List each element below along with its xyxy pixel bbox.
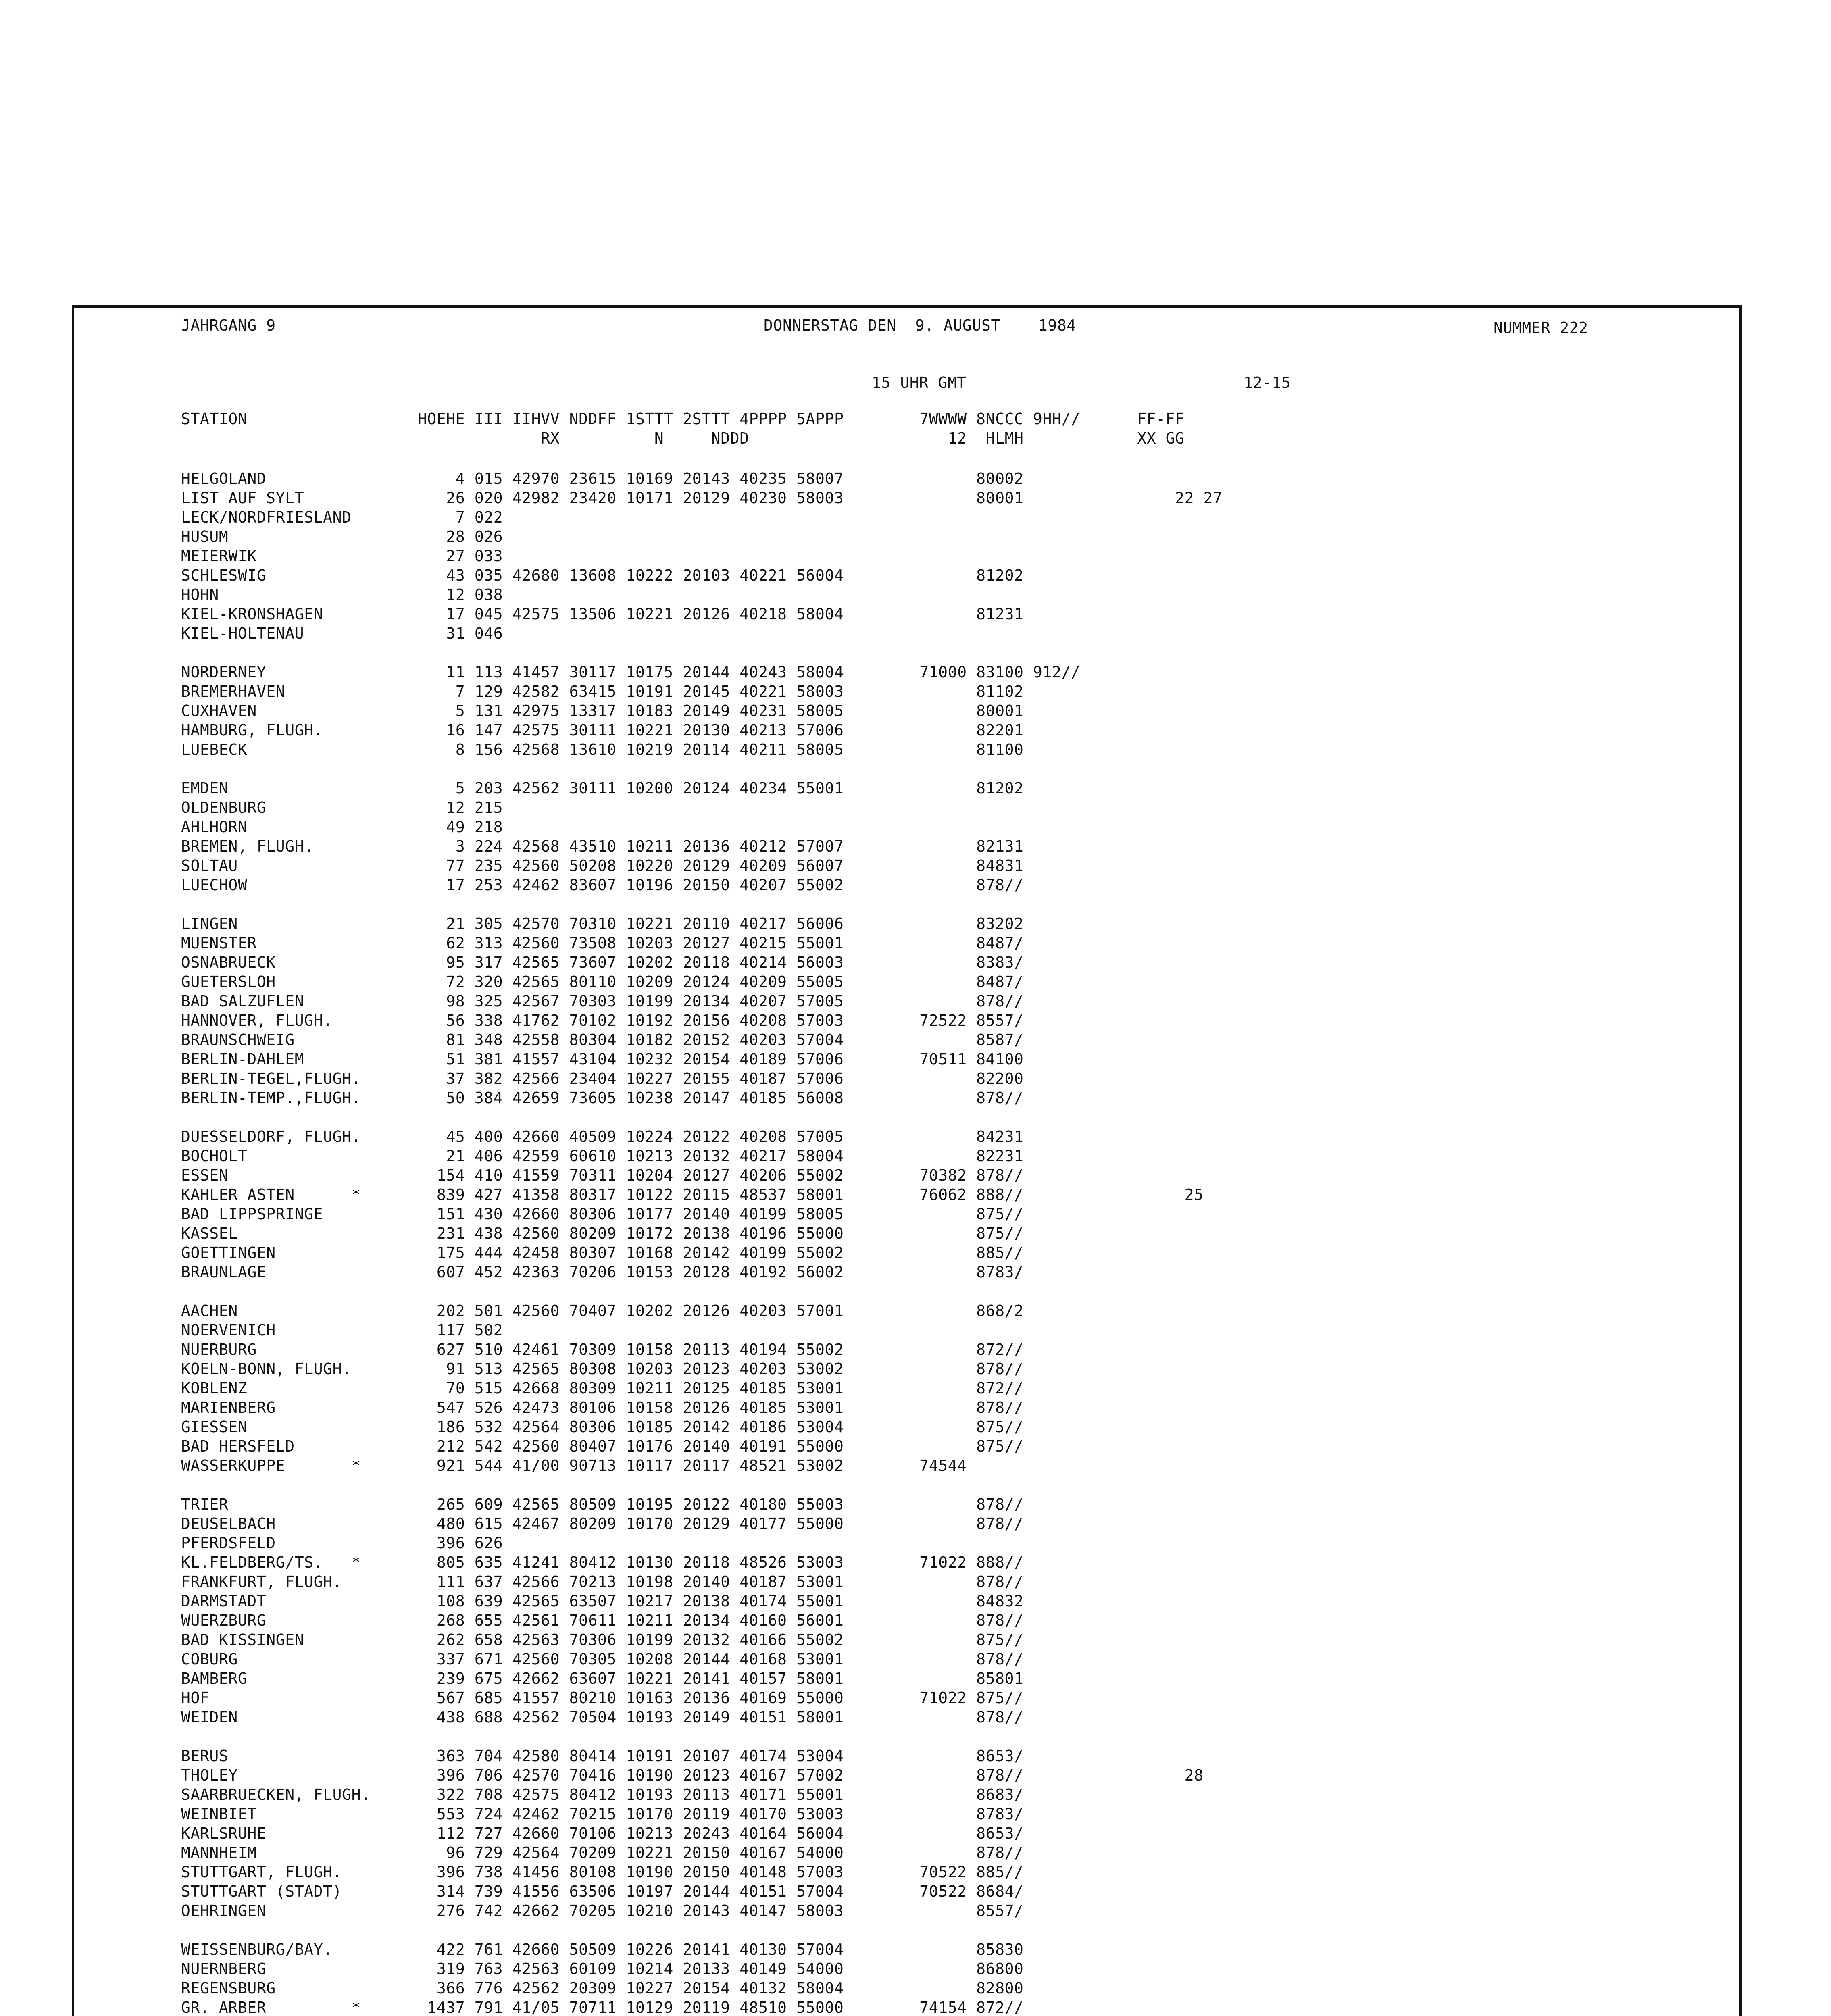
table-row: GR. ARBER * 1437 791 41/05 70711 10129 20119 48510 55000 74154 872// <box>181 1999 1024 2016</box>
table-row: KOELN-BONN, FLUGH. 91 513 42565 80308 10203 20123 40203 53002 878// <box>181 1360 1024 1378</box>
table-row: BERUS 363 704 42580 80414 10191 20107 40174 53004 8653/ <box>181 1747 1024 1765</box>
column-header-line-1: STATION HOEHE III IIHVV NDDFF 1STTT 2STTT 4PPPP 5APPP 7WWWW 8NCCC 9HH// FF-FF <box>181 410 1185 428</box>
table-row: WASSERKUPPE * 921 544 41/00 90713 10117 20117 48521 53002 74544 <box>181 1457 967 1475</box>
table-row: BERLIN-TEMP.,FLUGH. 50 384 42659 73605 10238 20147 40185 56008 878// <box>181 1089 1024 1107</box>
table-row: DUESSELDORF, FLUGH. 45 400 42660 40509 10224 20122 40208 57005 84231 <box>181 1128 1024 1145</box>
table-row: REGENSBURG 366 776 42562 20309 10227 20154 40132 58004 82800 <box>181 1979 1024 1997</box>
table-row: BRAUNSCHWEIG 81 348 42558 80304 10182 20152 40203 57004 8587/ <box>181 1031 1024 1049</box>
group-spacer <box>181 759 1223 779</box>
table-row: WEISSENBURG/BAY. 422 761 42660 50509 10226 20141 40130 57004 85830 <box>181 1941 1024 1958</box>
time-range: 12-15 <box>1244 374 1291 392</box>
group-spacer <box>181 895 1223 914</box>
issue-number: NUMMER 222 <box>1494 319 1588 337</box>
table-row: LECK/NORDFRIESLAND 7 022 <box>181 508 503 526</box>
report-date: DONNERSTAG DEN 9. AUGUST 1984 <box>764 317 1076 334</box>
table-row: KL.FELDBERG/TS. * 805 635 41241 80412 10130 20118 48526 53003 71022 888// <box>181 1554 1024 1571</box>
table-row: MANNHEIM 96 729 42564 70209 10221 20150 40167 54000 878// <box>181 1844 1024 1862</box>
table-row: KASSEL 231 438 42560 80209 10172 20138 40196 55000 875// <box>181 1225 1024 1242</box>
table-row: BOCHOLT 21 406 42559 60610 10213 20132 40217 58004 82231 <box>181 1147 1024 1165</box>
table-row: HUSUM 28 026 <box>181 528 503 546</box>
table-row: HANNOVER, FLUGH. 56 338 41762 70102 10192 20156 40208 57003 72522 8557/ <box>181 1012 1024 1029</box>
table-row: HOF 567 685 41557 80210 10163 20136 40169 55000 71022 875// <box>181 1689 1024 1707</box>
column-header-line-2: RX N NDDD 12 HLMH XX GG <box>181 429 1185 447</box>
table-row: MUENSTER 62 313 42560 73508 10203 20127 40215 55001 8487/ <box>181 934 1024 952</box>
table-row: DEUSELBACH 480 615 42467 80209 10170 20129 40177 55000 878// <box>181 1515 1024 1533</box>
table-row: TRIER 265 609 42565 80509 10195 20122 40180 55003 878// <box>181 1495 1024 1513</box>
table-row: SAARBRUECKEN, FLUGH. 322 708 42575 80412 10193 20113 40171 55001 8683/ <box>181 1786 1024 1804</box>
table-row: FRANKFURT, FLUGH. 111 637 42566 70213 10198 20140 40187 53001 878// <box>181 1573 1024 1591</box>
group-spacer <box>181 1920 1223 1940</box>
table-row: CUXHAVEN 5 131 42975 13317 10183 20149 40231 58005 80001 <box>181 702 1024 720</box>
table-row: KIEL-HOLTENAU 31 046 <box>181 625 503 642</box>
table-row: KAHLER ASTEN * 839 427 41358 80317 10122 20115 48537 58001 76062 888// 25 <box>181 1186 1204 1204</box>
table-row: PFERDSFELD 396 626 <box>181 1534 503 1552</box>
table-row: LIST AUF SYLT 26 020 42982 23420 10171 20129 40230 58003 80001 22 27 <box>181 489 1223 507</box>
table-row: ESSEN 154 410 41559 70311 10204 20127 40206 55002 70382 878// <box>181 1166 1024 1184</box>
table-row: BREMEN, FLUGH. 3 224 42568 43510 10211 20136 40212 57007 82131 <box>181 837 1024 855</box>
station-table <box>181 469 1223 2016</box>
observation-time: 15 UHR GMT <box>872 374 967 392</box>
table-row: SOLTAU 77 235 42560 50208 10220 20129 40209 56007 84831 <box>181 857 1024 875</box>
table-row: BAD KISSINGEN 262 658 42563 70306 10199 20132 40166 55002 875// <box>181 1631 1024 1649</box>
table-row: BERLIN-DAHLEM 51 381 41557 43104 10232 20154 40189 57006 70511 84100 <box>181 1050 1024 1068</box>
table-row: THOLEY 396 706 42570 70416 10190 20123 40167 57002 878// 28 <box>181 1766 1204 1784</box>
table-row: NORDERNEY 11 113 41457 30117 10175 20144 40243 58004 71000 83100 912// <box>181 663 1081 681</box>
table-row: NUERBURG 627 510 42461 70309 10158 20113 40194 55002 872// <box>181 1341 1024 1358</box>
table-row: OSNABRUECK 95 317 42565 73607 10202 20118 40214 56003 8383/ <box>181 954 1024 971</box>
table-row: NOERVENICH 117 502 <box>181 1321 503 1339</box>
table-row: DARMSTADT 108 639 42565 63507 10217 20138 40174 55001 84832 <box>181 1592 1024 1610</box>
table-row: SCHLESWIG 43 035 42680 13608 10222 20103 40221 56004 81202 <box>181 566 1024 584</box>
table-row: LINGEN 21 305 42570 70310 10221 20110 40217 56006 83202 <box>181 915 1024 933</box>
table-row: LUECHOW 17 253 42462 83607 10196 20150 40207 55002 878// <box>181 876 1024 894</box>
table-row: HELGOLAND 4 015 42970 23615 10169 20143 40235 58007 80002 <box>181 470 1024 487</box>
table-row: BAD SALZUFLEN 98 325 42567 70303 10199 20134 40207 57005 878// <box>181 992 1024 1010</box>
table-row: KOBLENZ 70 515 42668 80309 10211 20125 40185 53001 872// <box>181 1379 1024 1397</box>
table-row: HAMBURG, FLUGH. 16 147 42575 30111 10221 20130 40213 57006 82201 <box>181 721 1024 739</box>
table-row: OLDENBURG 12 215 <box>181 799 503 816</box>
table-row: LUEBECK 8 156 42568 13610 10219 20114 40211 58005 81100 <box>181 741 1024 758</box>
table-row: BERLIN-TEGEL,FLUGH. 37 382 42566 23404 10227 20155 40187 57006 82200 <box>181 1070 1024 1087</box>
table-row: BREMERHAVEN 7 129 42582 63415 10191 20145 40221 58003 81102 <box>181 683 1024 700</box>
weather-report-sheet <box>72 305 1742 2016</box>
table-row: GOETTINGEN 175 444 42458 80307 10168 20142 40199 55002 885// <box>181 1244 1024 1262</box>
table-row: AACHEN 202 501 42560 70407 10202 20126 40203 57001 868/2 <box>181 1302 1024 1320</box>
table-row: WUERZBURG 268 655 42561 70611 10211 20134 40160 56001 878// <box>181 1612 1024 1629</box>
table-row: COBURG 337 671 42560 70305 10208 20144 40168 53001 878// <box>181 1650 1024 1668</box>
group-spacer <box>181 643 1223 662</box>
table-row: KARLSRUHE 112 727 42660 70106 10213 20243 40164 56004 8653/ <box>181 1824 1024 1842</box>
table-row: EMDEN 5 203 42562 30111 10200 20124 40234 55001 81202 <box>181 779 1024 797</box>
table-row: HOHN 12 038 <box>181 586 503 604</box>
table-row: OEHRINGEN 276 742 42662 70205 10210 20143 40147 58003 8557/ <box>181 1902 1024 1920</box>
table-row: BRAUNLAGE 607 452 42363 70206 10153 20128 40192 56002 8783/ <box>181 1263 1024 1281</box>
table-row: BAD LIPPSPRINGE 151 430 42660 80306 10177 20140 40199 58005 875// <box>181 1205 1024 1223</box>
group-spacer <box>181 1108 1223 1127</box>
table-row: KIEL-KRONSHAGEN 17 045 42575 13506 10221 20126 40218 58004 81231 <box>181 605 1024 623</box>
table-row: STUTTGART (STADT) 314 739 41556 63506 10197 20144 40151 57004 70522 8684/ <box>181 1883 1024 1900</box>
group-spacer <box>181 1727 1223 1746</box>
table-row: WEIDEN 438 688 42562 70504 10193 20149 40151 58001 878// <box>181 1708 1024 1726</box>
volume-label: JAHRGANG 9 <box>181 317 276 334</box>
table-row: BAD HERSFELD 212 542 42560 80407 10176 20140 40191 55000 875// <box>181 1437 1024 1455</box>
table-row: MARIENBERG 547 526 42473 80106 10158 20126 40185 53001 878// <box>181 1399 1024 1416</box>
table-row: WEINBIET 553 724 42462 70215 10170 20119 40170 53003 8783/ <box>181 1805 1024 1823</box>
table-row: GUETERSLOH 72 320 42565 80110 10209 20124 40209 55005 8487/ <box>181 973 1024 991</box>
group-spacer <box>181 1282 1223 1301</box>
table-row: BAMBERG 239 675 42662 63607 10221 20141 40157 58001 85801 <box>181 1670 1024 1687</box>
table-row: AHLHORN 49 218 <box>181 818 503 836</box>
table-row: GIESSEN 186 532 42564 80306 10185 20142 40186 53004 875// <box>181 1418 1024 1436</box>
table-row: MEIERWIK 27 033 <box>181 547 503 565</box>
table-row: NUERNBERG 319 763 42563 60109 10214 20133 40149 54000 86800 <box>181 1960 1024 1978</box>
table-row: STUTTGART, FLUGH. 396 738 41456 80108 10190 20150 40148 57003 70522 885// <box>181 1863 1024 1881</box>
group-spacer <box>181 1475 1223 1495</box>
